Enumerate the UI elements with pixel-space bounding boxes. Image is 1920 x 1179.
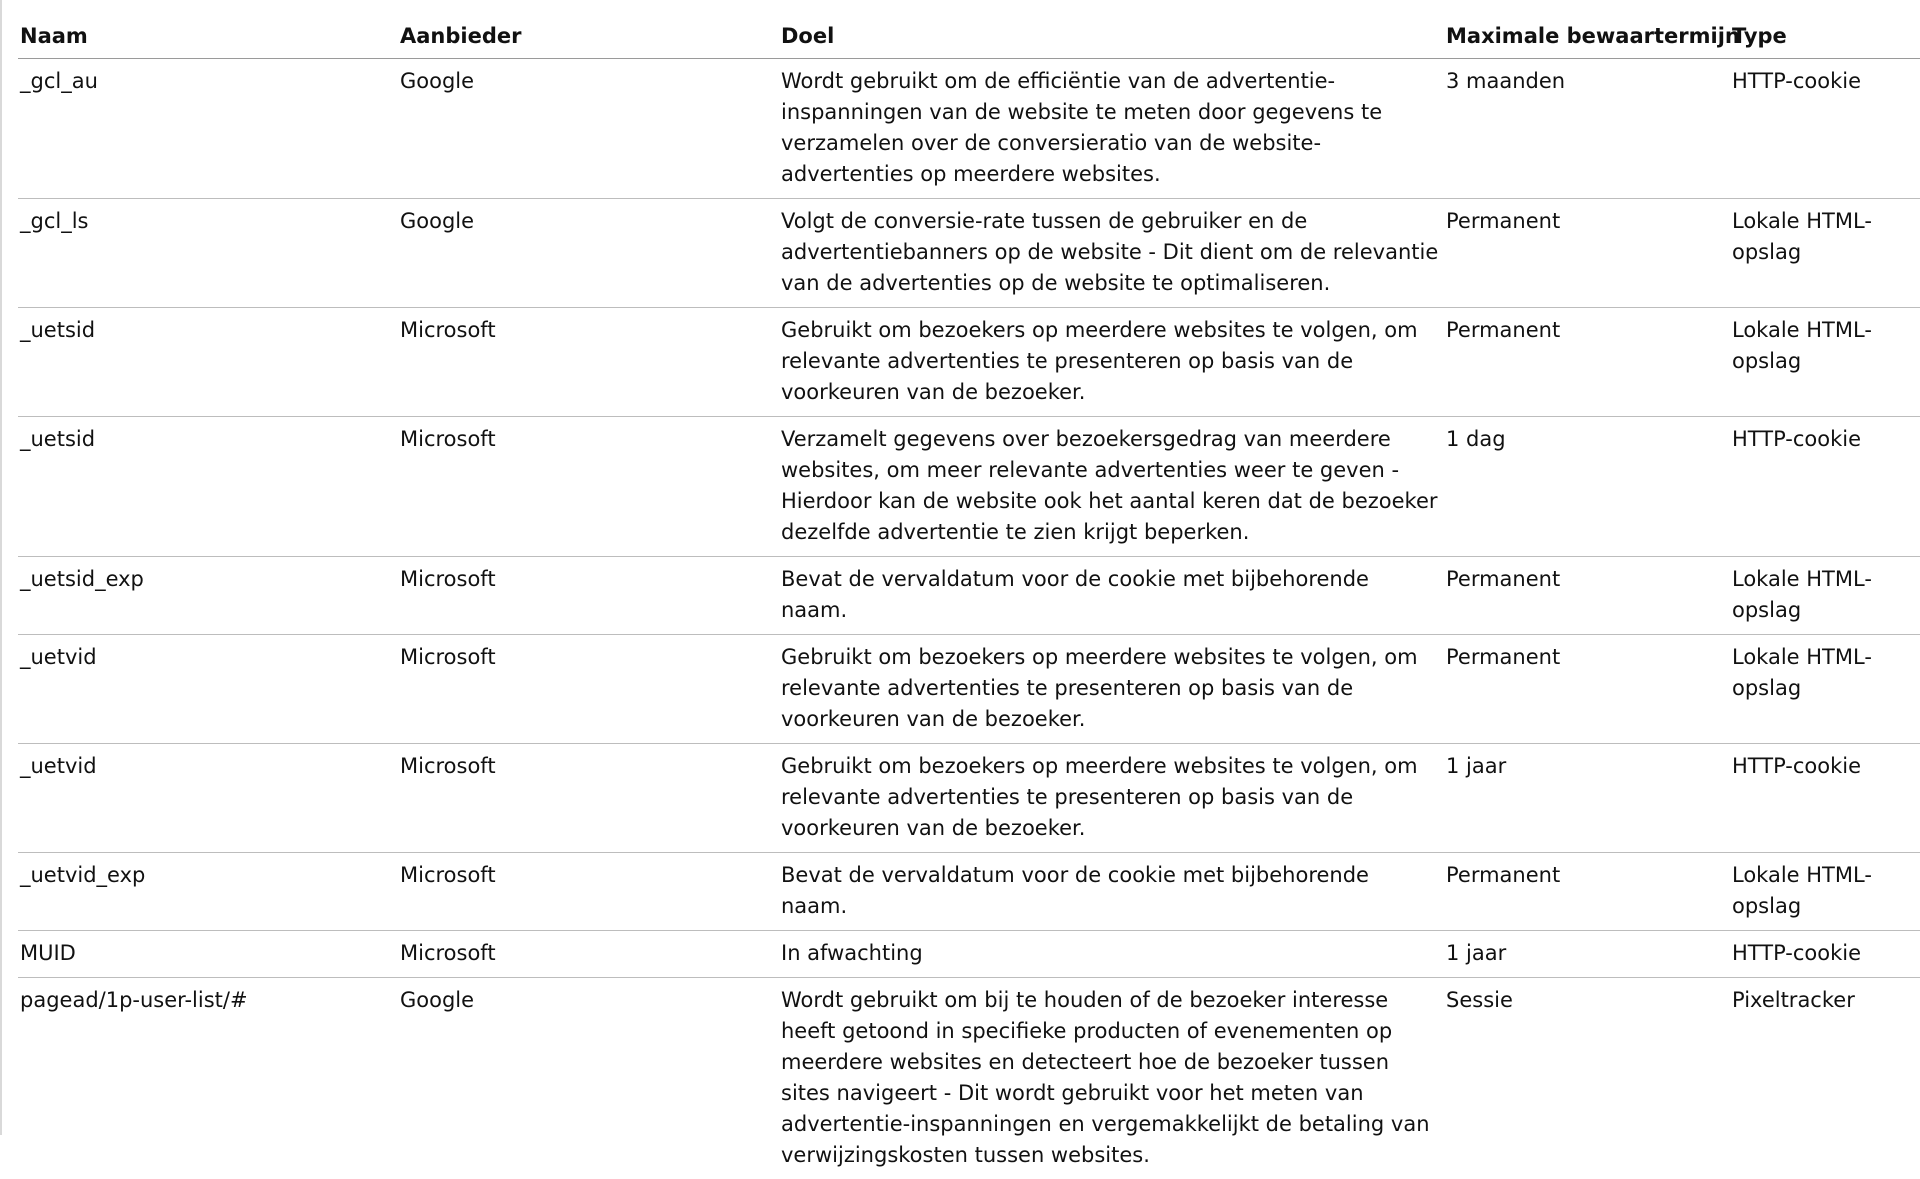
cell-naam: _gcl_ls: [18, 199, 398, 308]
cell-aanbieder: Microsoft: [398, 308, 779, 417]
cell-bewaartermijn: Permanent: [1444, 853, 1730, 931]
cell-bewaartermijn: Sessie: [1444, 978, 1730, 1179]
cell-naam: _uetvid_exp: [18, 853, 398, 931]
table-row: [18, 931, 1920, 978]
cell-type: HTTP-cookie: [1730, 59, 1920, 199]
cell-type: Lokale HTML-opslag: [1730, 635, 1920, 744]
column-header-naam: Naam: [18, 16, 398, 59]
cell-bewaartermijn: 3 maanden: [1444, 59, 1730, 199]
column-header-bewaartermijn: Maximale bewaartermijn: [1444, 16, 1730, 59]
cell-bewaartermijn: 1 dag: [1444, 417, 1730, 557]
cell-bewaartermijn: Permanent: [1444, 635, 1730, 744]
table-row: [18, 744, 1920, 853]
cell-bewaartermijn: 1 jaar: [1444, 744, 1730, 853]
cell-bewaartermijn: Permanent: [1444, 557, 1730, 635]
cell-aanbieder: Microsoft: [398, 557, 779, 635]
table-row: [18, 59, 1920, 199]
cell-type: Lokale HTML-opslag: [1730, 308, 1920, 417]
cell-type: Pixeltracker: [1730, 978, 1920, 1179]
cell-naam: _uetsid: [18, 417, 398, 557]
cell-doel: Gebruikt om bezoekers op meerdere websites te volgen, om relevante advertenties te presenteren op basis van de voorkeuren van de bezoeker.: [779, 308, 1444, 417]
cell-type: HTTP-cookie: [1730, 744, 1920, 853]
table-row: [18, 308, 1920, 417]
cell-type: Lokale HTML-opslag: [1730, 199, 1920, 308]
cell-aanbieder: Microsoft: [398, 635, 779, 744]
table-header-row: [18, 16, 1920, 59]
table-row: [18, 635, 1920, 744]
cell-type: HTTP-cookie: [1730, 417, 1920, 557]
cell-aanbieder: Microsoft: [398, 853, 779, 931]
column-header-aanbieder: Aanbieder: [398, 16, 779, 59]
table-row: [18, 853, 1920, 931]
cell-naam: pagead/1p-user-list/#: [18, 978, 398, 1179]
cell-doel: Gebruikt om bezoekers op meerdere websites te volgen, om relevante advertenties te presenteren op basis van de voorkeuren van de bezoeker.: [779, 635, 1444, 744]
table-row: [18, 557, 1920, 635]
cell-naam: _uetvid: [18, 635, 398, 744]
cell-aanbieder: Microsoft: [398, 417, 779, 557]
cell-type: Lokale HTML-opslag: [1730, 853, 1920, 931]
cell-bewaartermijn: 1 jaar: [1444, 931, 1730, 978]
table-row: [18, 199, 1920, 308]
cell-type: Lokale HTML-opslag: [1730, 557, 1920, 635]
cell-doel: Wordt gebruikt om bij te houden of de bezoeker interesse heeft getoond in specifieke producten of evenementen op meerdere websites en detecteert hoe de bezoeker tussen sites navigeert - Dit wordt gebruikt voor het meten van advertentie-inspanningen en vergemakkelijkt de betaling van verwijzingskosten tussen websites.: [779, 978, 1444, 1179]
cell-doel: In afwachting: [779, 931, 1444, 978]
cell-doel: Bevat de vervaldatum voor de cookie met bijbehorende naam.: [779, 853, 1444, 931]
cell-naam: MUID: [18, 931, 398, 978]
column-header-doel: Doel: [779, 16, 1444, 59]
cell-type: HTTP-cookie: [1730, 931, 1920, 978]
cell-bewaartermijn: Permanent: [1444, 308, 1730, 417]
cell-aanbieder: Google: [398, 978, 779, 1179]
cell-naam: _uetsid_exp: [18, 557, 398, 635]
cell-doel: Wordt gebruikt om de efficiëntie van de advertentie-inspanningen van de website te meten door gegevens te verzamelen over de conversieratio van de website-advertenties op meerdere websites.: [779, 59, 1444, 199]
cell-naam: _uetsid: [18, 308, 398, 417]
cookie-table: [18, 16, 1920, 1179]
cell-bewaartermijn: Permanent: [1444, 199, 1730, 308]
table-row: [18, 417, 1920, 557]
cell-aanbieder: Google: [398, 199, 779, 308]
cell-doel: Volgt de conversie-rate tussen de gebruiker en de advertentiebanners op de website - Dit dient om de relevantie van de advertenties op de website te optimaliseren.: [779, 199, 1444, 308]
column-header-type: Type: [1730, 16, 1920, 59]
cell-aanbieder: Google: [398, 59, 779, 199]
cell-doel: Bevat de vervaldatum voor de cookie met bijbehorende naam.: [779, 557, 1444, 635]
table-row: [18, 978, 1920, 1179]
cell-aanbieder: Microsoft: [398, 744, 779, 853]
cell-naam: _uetvid: [18, 744, 398, 853]
cell-doel: Gebruikt om bezoekers op meerdere websites te volgen, om relevante advertenties te presenteren op basis van de voorkeuren van de bezoeker.: [779, 744, 1444, 853]
cell-aanbieder: Microsoft: [398, 931, 779, 978]
cell-naam: _gcl_au: [18, 59, 398, 199]
cell-doel: Verzamelt gegevens over bezoekersgedrag van meerdere websites, om meer relevante advertenties weer te geven - Hierdoor kan de website ook het aantal keren dat de bezoeker dezelfde advertentie te zien krijgt beperken.: [779, 417, 1444, 557]
